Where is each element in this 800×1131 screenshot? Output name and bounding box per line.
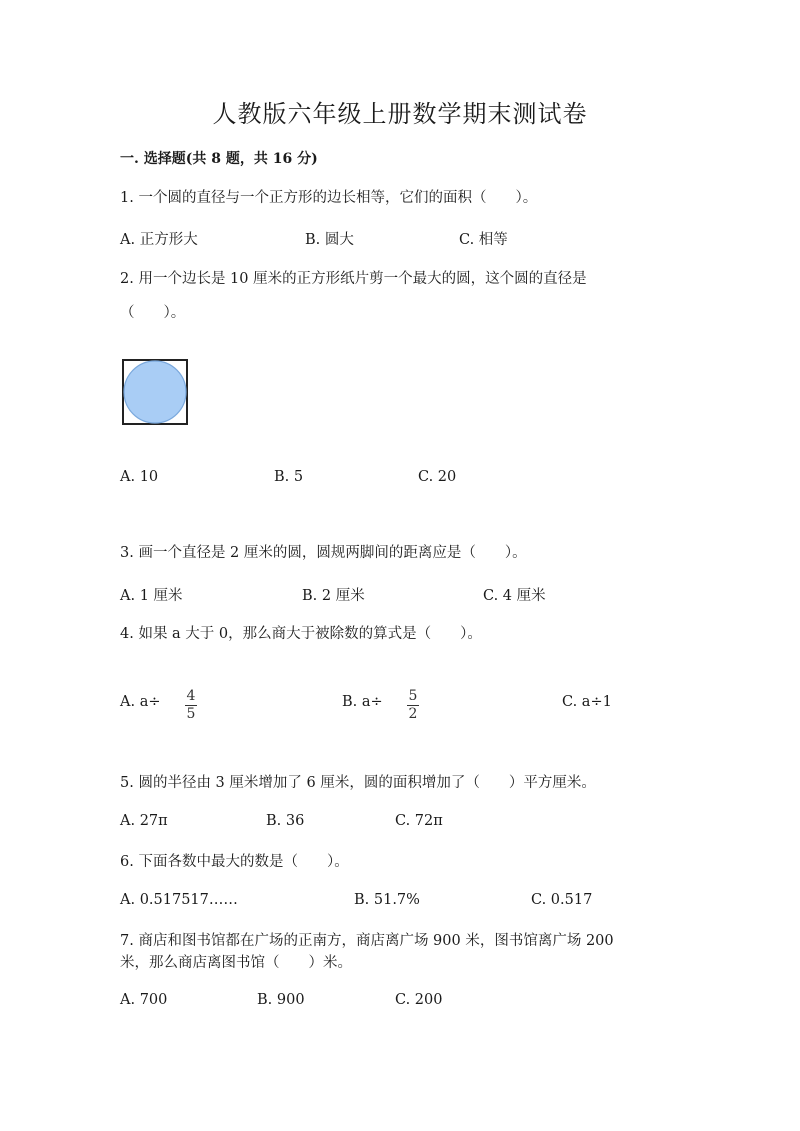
q6-option-a: A. 0.517517……	[120, 892, 238, 908]
q7-option-a: A. 700	[120, 992, 168, 1008]
q2-option-b: B. 5	[274, 469, 304, 485]
q4-option-a-fraction	[185, 689, 197, 722]
q7-option-c: C. 200	[395, 992, 443, 1008]
page-title: 人教版六年级上册数学期末测试卷	[212, 100, 588, 128]
section-heading: 一. 选择题(共 8 题，共 16 分)	[120, 151, 318, 167]
question-4: 4. 如果 a 大于 0，那么商大于被除数的算式是（ ）。	[120, 626, 482, 642]
q3-option-c: C. 4 厘米	[483, 588, 546, 604]
square-with-circle-figure	[122, 359, 188, 425]
question-1: 1. 一个圆的直径与一个正方形的边长相等，它们的面积（ ）。	[120, 190, 538, 206]
fraction-denominator: 5	[186, 706, 196, 722]
question-2-line-2: （ ）。	[120, 305, 186, 321]
question-7-line-2: 米，那么商店离图书馆（ ）米。	[120, 955, 352, 971]
q4-option-a-prefix: A. a÷	[120, 694, 161, 710]
q1-option-c: C. 相等	[459, 232, 508, 248]
q1-option-b: B. 圆大	[305, 232, 354, 248]
q3-option-a: A. 1 厘米	[120, 588, 183, 604]
circle-shape	[124, 361, 186, 423]
q3-option-b: B. 2 厘米	[302, 588, 365, 604]
question-6: 6. 下面各数中最大的数是（ ）。	[120, 854, 349, 870]
q6-option-c: C. 0.517	[531, 892, 593, 908]
question-7-line-1: 7. 商店和图书馆都在广场的正南方，商店离广场 900 米，图书馆离广场 200	[120, 933, 614, 949]
q1-option-a: A. 正方形大	[120, 232, 198, 248]
q6-option-b: B. 51.7%	[354, 892, 420, 908]
fraction-numerator: 5	[408, 688, 418, 704]
question-3: 3. 画一个直径是 2 厘米的圆，圆规两脚间的距离应是（ ）。	[120, 545, 527, 561]
q5-option-a: A. 27π	[120, 813, 168, 829]
fraction-numerator: 4	[186, 688, 196, 704]
question-2-line-1: 2. 用一个边长是 10 厘米的正方形纸片剪一个最大的圆，这个圆的直径是	[120, 271, 587, 287]
q7-option-b: B. 900	[257, 992, 305, 1008]
q5-option-c: C. 72π	[395, 813, 443, 829]
q2-option-a: A. 10	[120, 469, 159, 485]
question-5: 5. 圆的半径由 3 厘米增加了 6 厘米，圆的面积增加了（ ）平方厘米。	[120, 775, 596, 791]
q2-option-c: C. 20	[418, 469, 457, 485]
fraction-denominator: 2	[408, 706, 418, 722]
q5-option-b: B. 36	[266, 813, 305, 829]
q4-option-c: C. a÷1	[562, 694, 612, 710]
q4-option-b-fraction	[407, 689, 419, 722]
q4-option-b-prefix: B. a÷	[342, 694, 383, 710]
